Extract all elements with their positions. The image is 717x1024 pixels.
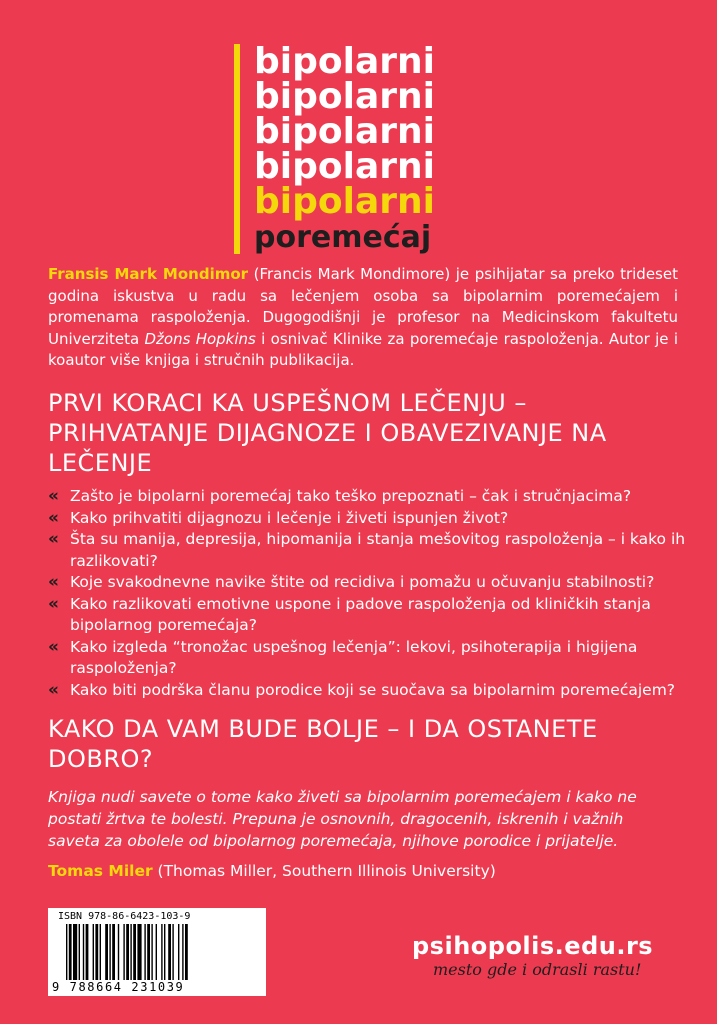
barcode-bar — [69, 924, 72, 980]
author-bio — [48, 264, 678, 372]
double-chevron-icon: « — [48, 572, 59, 592]
barcode-bar — [123, 924, 124, 980]
list-item — [48, 637, 688, 680]
barcode-bar — [118, 924, 119, 980]
section1-heading: PRVI KORACI KA USPEŠNOM LEČENJU – PRIHVATANJE DIJAGNOZE I OBAVEZIVANJE NA LEČENJE — [48, 389, 607, 477]
barcode-bar — [137, 924, 141, 980]
publisher-name: psihopolis.edu.rs — [412, 932, 654, 960]
double-chevron-icon: « — [48, 529, 59, 549]
barcode-bar — [151, 924, 152, 980]
author-name: Fransis Mark Mondimor — [48, 265, 249, 283]
barcode-bars — [66, 924, 250, 982]
review-attribution — [48, 860, 678, 882]
barcode-bar — [185, 924, 188, 980]
subtitle: poremećaj — [254, 220, 432, 255]
barcode-bar — [73, 924, 77, 980]
list-item — [48, 529, 688, 572]
double-chevron-icon: « — [48, 507, 59, 528]
barcode-bar — [144, 924, 145, 980]
university-name: Džons Hopkins — [144, 329, 256, 348]
barcode — [48, 908, 266, 996]
list-item — [48, 508, 688, 530]
question-text: Šta su manija, depresija, hipomanija i stanja mešovitog raspoloženja – i kako ih razlikovati? — [70, 530, 686, 570]
list-item — [48, 680, 688, 702]
barcode-bar — [105, 924, 108, 980]
question-text: Kako biti podrška članu porodice koji se suočava sa bipolarnim poremećajem? — [70, 680, 676, 699]
barcode-digits: 9 788664 231039 — [52, 980, 185, 994]
question-text: Kako prihvatiti dijagnozu i lečenje i živeti ispunjen život? — [70, 508, 509, 527]
barcode-bar — [133, 924, 136, 980]
section2-heading: KAKO DA VAM BUDE BOLJE – I DA OSTANETE DOBRO? — [48, 715, 598, 773]
title-line: bipolarni — [254, 76, 435, 117]
list-item — [48, 572, 688, 594]
question-text: Kako razlikovati emotivne uspone i padove raspoloženja od kliničkih stanja bipolarnog poremećaja? — [70, 594, 651, 634]
reviewer-detail: (Thomas Miller, Southern Illinois University) — [152, 862, 496, 880]
publisher-slogan: mesto gde i odrasli rastu! — [433, 960, 642, 979]
barcode-bar — [178, 924, 179, 980]
barcode-bar — [109, 924, 110, 980]
barcode-bar — [147, 924, 150, 980]
reviewer-name: Tomas Miler — [48, 862, 153, 880]
barcode-bar — [86, 924, 89, 980]
barcode-bar — [156, 924, 157, 980]
barcode-bar — [93, 924, 94, 980]
barcode-bar — [126, 924, 129, 980]
barcode-bar — [172, 924, 173, 980]
question-text: Zašto je bipolarni poremećaj tako teško prepoznati – čak i stručnjacima? — [70, 487, 632, 505]
barcode-bar — [100, 924, 101, 980]
double-chevron-icon: « — [48, 486, 59, 506]
double-chevron-icon: « — [48, 593, 59, 614]
barcode-bar — [83, 924, 84, 980]
barcode-bar — [112, 924, 115, 980]
barcode-bar — [130, 924, 131, 980]
barcode-bar — [161, 924, 162, 980]
question-text: Kako izgleda “tronožac uspešnog lečenja”: lekovi, psihoterapija i higijena raspoloženja? — [70, 637, 638, 677]
bio-text: (Francis Mark Mondimore) je psihijatar sa preko trideset godina iskustva u radu sa lečenjem osoba sa bipolarnim poremećajem i promenama raspoloženja. Dugogodišnji je profesor na Medicinskom fakultetu Univerziteta — [48, 265, 678, 348]
bio-text-end: i osnivač Klinike za poremećaje raspoloženja. Autor je i koautor više knjiga i stručnih publikacija. — [48, 329, 678, 369]
review-quote: Knjiga nudi savete o tome kako živeti sa bipolarnim poremećajem i kako ne postati žrtva te bolesti. Prepuna je osnovnih, dragocenih, iskrenih i važnih saveta za obolele od bipolarnog poremećaja, njihove porodice i prijatelje. — [48, 788, 637, 850]
question-text: Koje svakodnevne navike štite od recidiva i pomažu u očuvanju stabilnosti? — [70, 573, 655, 591]
title-line: bipolarni — [254, 41, 435, 82]
title-line: bipolarni — [254, 111, 435, 152]
title-line: bipolarni — [254, 146, 435, 187]
list-item — [48, 594, 688, 637]
list-item — [48, 486, 688, 508]
title-line-highlight: bipolarni — [254, 181, 435, 222]
barcode-bar — [168, 924, 171, 980]
barcode-bar — [182, 924, 183, 980]
double-chevron-icon: « — [48, 679, 59, 700]
isbn-label: ISBN 978-86-6423-103-9 — [58, 911, 191, 922]
question-list — [48, 486, 688, 701]
title-block — [234, 41, 435, 255]
barcode-bar — [95, 924, 98, 980]
double-chevron-icon: « — [48, 636, 59, 657]
barcode-bar — [79, 924, 80, 980]
barcode-bar — [66, 924, 67, 980]
barcode-bar — [164, 924, 165, 980]
